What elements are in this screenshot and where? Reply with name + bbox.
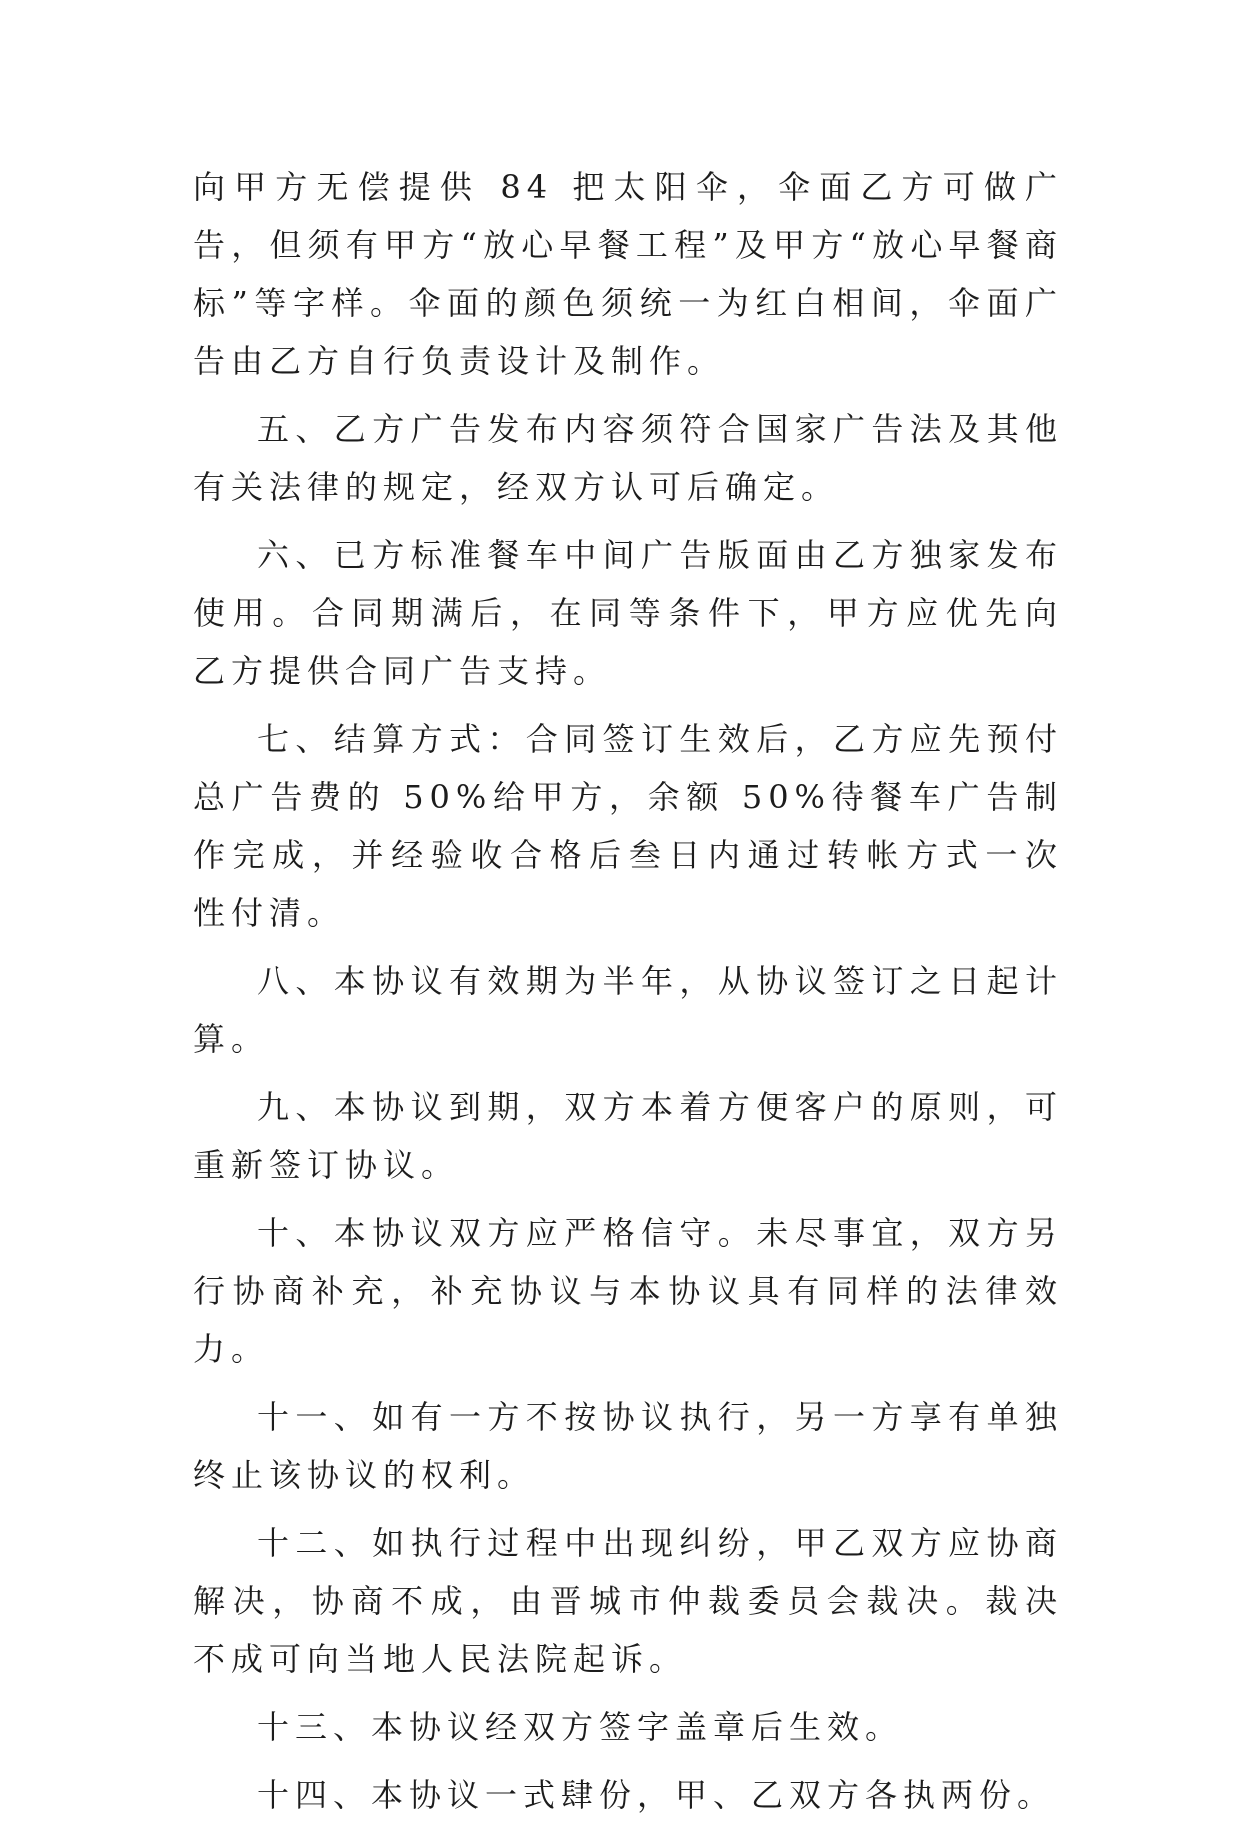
paragraph-clause-11: 十一、如有一方不按协议执行，另一方享有单独终止该协议的权利。 [193,1398,1063,1494]
paragraph-clause-9: 九、本协议到期，双方本着方便客户的原则，可重新签订协议。 [193,1088,1063,1184]
paragraph-clause-7: 七、结算方式：合同签订生效后，乙方应先预付总广告费的 50%给甲方，余额 50%待餐车广告制作完成，并经验收合格后叁日内通过转帐方式一次性付清。 [193,720,1063,932]
paragraph-clause-8: 八、本协议有效期为半年，从协议签订之日起计算。 [193,962,1063,1058]
document-body [193,158,1063,1824]
paragraph-clause-14: 十四、本协议一式肆份，甲、乙双方各执两份。 [257,1776,1056,1814]
paragraph-clause-10: 十、本协议双方应严格信守。未尽事宜，双方另行协商补充，补充协议与本协议具有同样的法律效力。 [193,1214,1063,1368]
paragraph-clause-13: 十三、本协议经双方签字盖章后生效。 [257,1708,904,1746]
paragraph-clause-12: 十二、如执行过程中出现纠纷，甲乙双方应协商解决，协商不成，由晋城市仲裁委员会裁决。裁决不成可向当地人民法院起诉。 [193,1524,1063,1678]
paragraph-clause-6: 六、已方标准餐车中间广告版面由乙方独家发布使用。合同期满后，在同等条件下，甲方应优先向乙方提供合同广告支持。 [193,536,1063,690]
paragraph-clause-5: 五、乙方广告发布内容须符合国家广告法及其他有关法律的规定，经双方认可后确定。 [193,410,1063,506]
paragraph-continuation: 向甲方无偿提供 84 把太阳伞，伞面乙方可做广告，但须有甲方“放心早餐工程”及甲方“放心早餐商标”等字样。伞面的颜色须统一为红白相间，伞面广告由乙方自行负责设计及制作。 [193,168,1063,380]
